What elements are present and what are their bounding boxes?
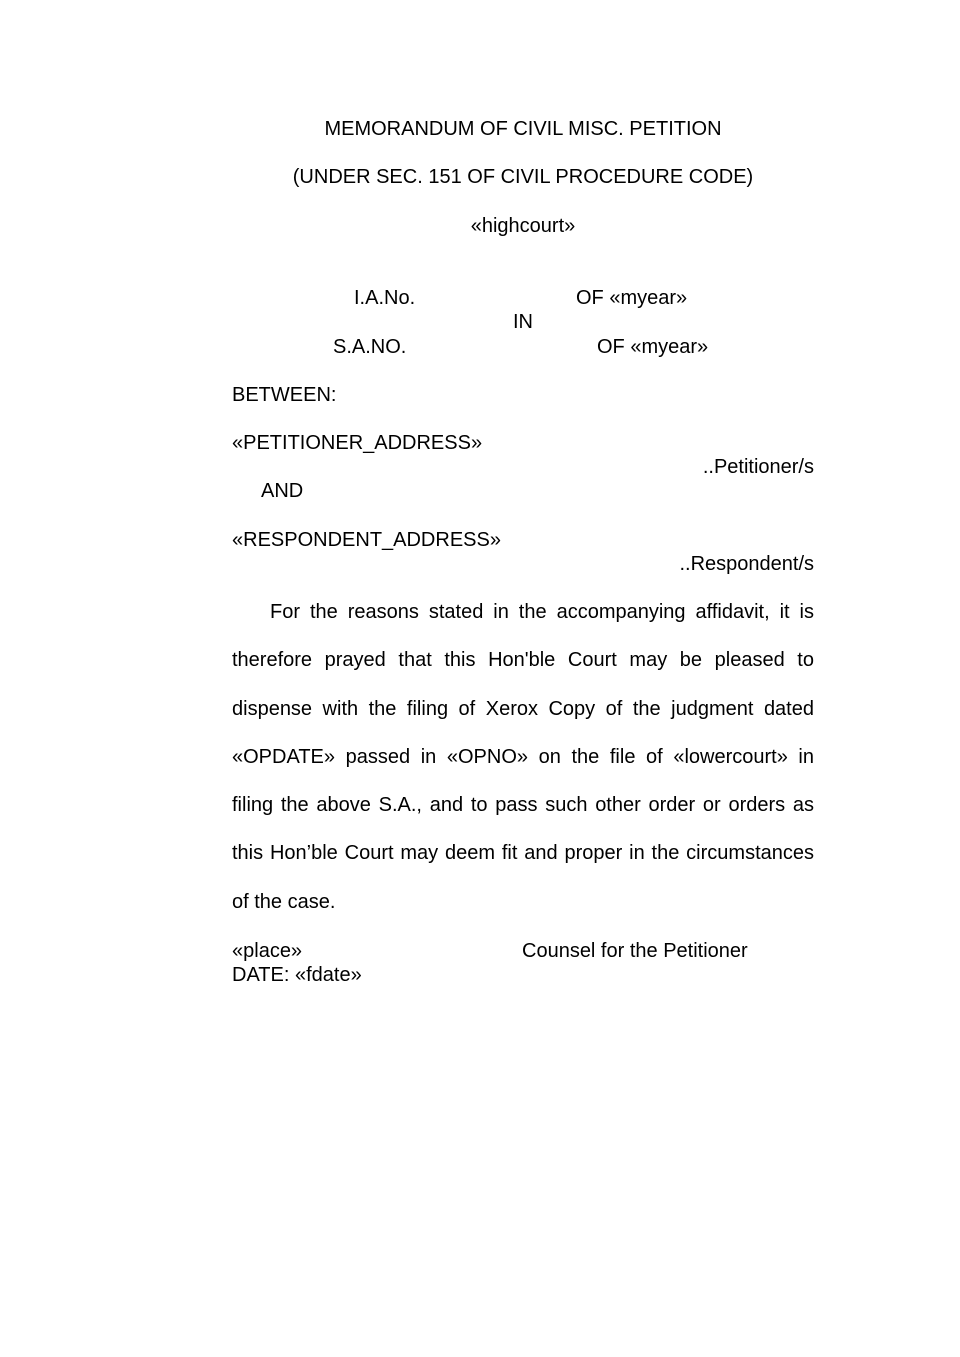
- in-label: IN: [513, 311, 533, 333]
- petitioner-address: «PETITIONER_ADDRESS»: [232, 432, 483, 454]
- prayer-paragraph: For the reasons stated in the accompanying affidavit, it is therefore prayed that this Hon'ble Court may be pleased to dispense with the filing of Xerox Copy of the judgment dated «OPDATE» passed in «OPNO» on the file of «lowercourt» in filing the above S.A., and to pass such other order or orders as this Hon’ble Court may deem fit and proper in the circumstances of the case.: [232, 601, 814, 913]
- ia-number-label: I.A.No.: [354, 287, 416, 309]
- petitioner-role: ..Petitioner/s: [702, 456, 814, 478]
- counsel-signature-label: Counsel for the Petitioner: [522, 940, 748, 962]
- respondent-role: ..Respondent/s: [679, 553, 814, 575]
- sa-number-label: S.A.NO.: [333, 336, 407, 358]
- between-label: BETWEEN:: [232, 384, 337, 406]
- document-subtitle: (UNDER SEC. 151 OF CIVIL PROCEDURE CODE): [292, 166, 754, 188]
- ia-year: OF «myear»: [576, 287, 688, 309]
- document-title: MEMORANDUM OF CIVIL MISC. PETITION: [324, 118, 722, 140]
- date-field: DATE: «fdate»: [232, 964, 362, 986]
- court-name: «highcourt»: [470, 215, 576, 237]
- and-label: AND: [261, 480, 304, 502]
- respondent-address: «RESPONDENT_ADDRESS»: [232, 529, 501, 551]
- sa-year: OF «myear»: [597, 336, 709, 358]
- place-field: «place»: [232, 940, 303, 962]
